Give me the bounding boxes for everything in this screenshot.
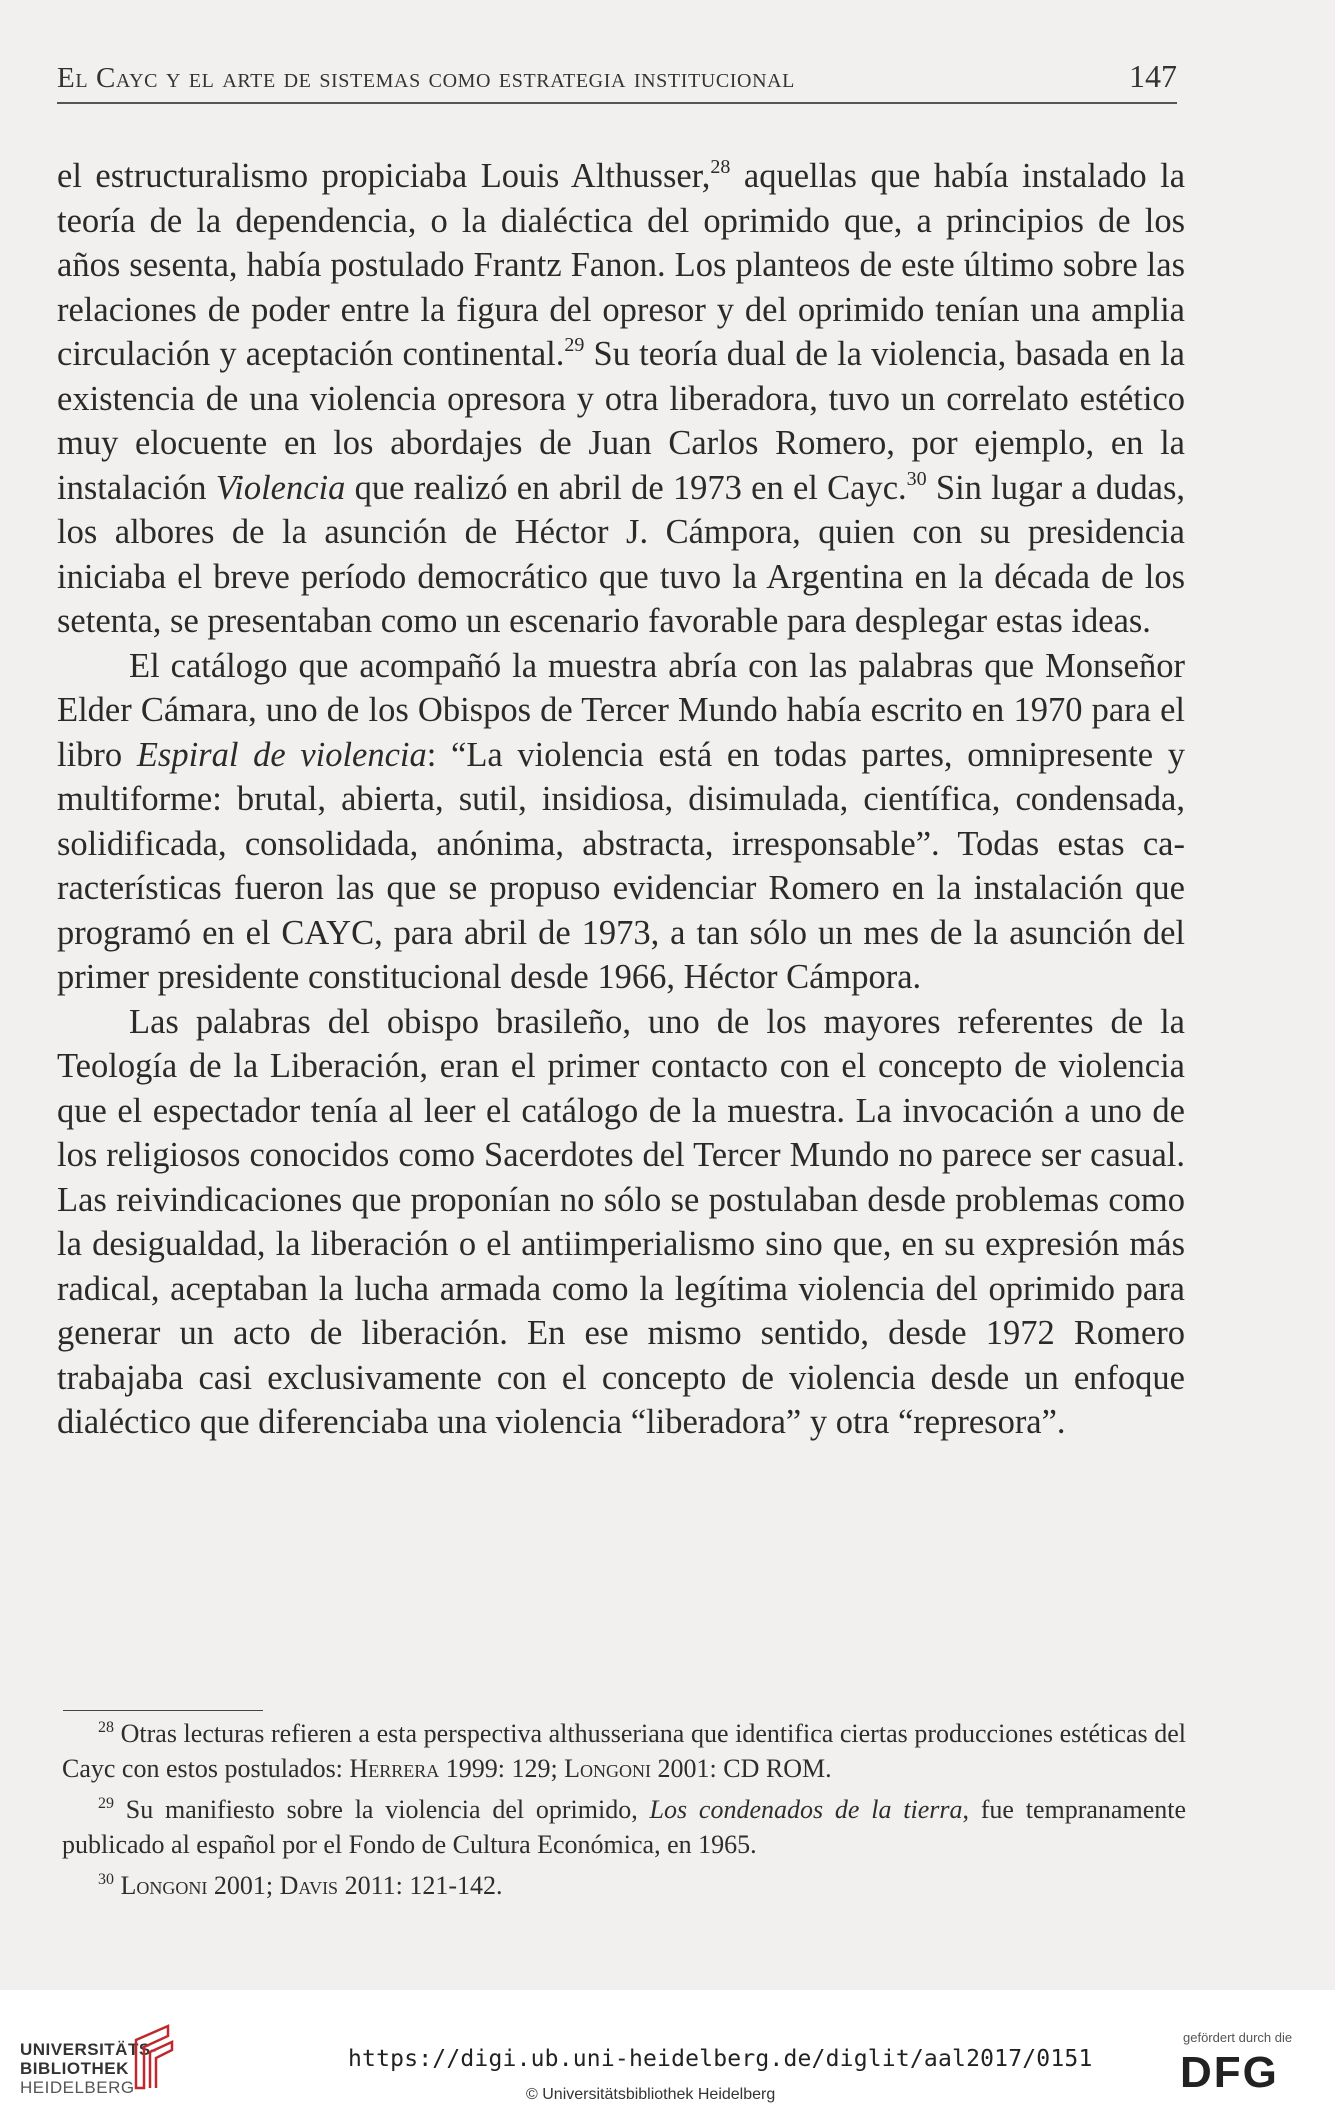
text-run: Su manifiesto sobre la violencia del oprimido, (125, 1795, 650, 1824)
author-name: Longoni (564, 1754, 652, 1783)
footnote (62, 1868, 1186, 1903)
text-run: que realizó en abril de 1973 en el Cayc. (345, 468, 907, 507)
footnote-number: 28 (98, 1719, 114, 1736)
text-run: 2001: CD ROM. (651, 1754, 832, 1783)
copyright-notice: © Universitätsbibliothek Heidelberg (526, 2086, 776, 2103)
text-run: El catálogo que acompañó la muestra abría con las palabras que Monseñor Elder Cámara, uno de los Obispos de Tercer Mundo había escrito en 1970 para el libro (57, 646, 1185, 774)
footnote-marker: 30 (906, 467, 927, 490)
running-title: El Cayc y el arte de sistemas como estrategia institucional (57, 62, 795, 94)
author-name: Longoni (120, 1871, 208, 1900)
text-run: Sin lugar a dudas, los albores de la asunción de Héctor J. Cámpora, quien con su presidencia iniciaba el breve período democrático que tuvo la Argentina en la década de los setenta, se presentaban como un escenario favorable para desplegar estas ideas. (57, 468, 1185, 640)
author-name: Davis (279, 1871, 339, 1900)
italic-title: Los condenados de la tierra (649, 1795, 963, 1824)
text-run: : “La violencia está en todas partes, omnipresente y multiforme: brutal, abierta, sutil, insidiosa, disimulada, científica, condensada, solidificada, consolidada, anónima, abstracta, irresponsable”. Todas estas características fueron las que se propuso evidenciar Romero en la instalación que programó en el CAYC, para abril de 1973, a tan sólo un mes de la asunción del primer presidente constitucional desde 1966, Héctor Cámpora. (57, 735, 1185, 996)
italic-title: Violencia (215, 468, 346, 507)
footnote-rule (63, 1710, 263, 1711)
running-header (57, 56, 1177, 104)
author-name: Herrera (349, 1754, 440, 1783)
text-run: Las palabras del obispo brasileño, uno de los mayores referentes de la Teología de la Liberación, eran el primer contacto con el concepto de violencia que el espectador tenía al leer el catálogo de la muestra. La invocación a uno de los religiosos conocidos como Sacerdotes del Tercer Mundo no parece ser casual. Las reivindicaciones que proponían no sólo se postulaban desde problemas como la desigualdad, la liberación o el antiimperialismo sino que, en su expresión más radical, aceptaban la lucha armada como la legítima violencia del oprimido para generar un acto de liberación. En ese mismo sentido, desde 1972 Romero trabajaba casi exclusivamente con el concepto de violencia desde un enfoque dialéctico que diferenciaba una violencia “liberadora” y otra “represora”. (57, 1002, 1185, 1441)
library-name-line: UNIVERSITÄTS- (20, 2040, 157, 2059)
text-run: 2001; (207, 1871, 280, 1900)
funding-note: gefördert durch die (1183, 2030, 1293, 2045)
text-run: aquellas que había instalado la teoría de la dependencia, o la dialéctica del oprimido que, a principios de los años sesenta, había postulado Frantz Fanon. Los planteos de este último sobre las relaciones de poder entre la figura del opresor y del oprimido tenían una amplia circulación y aceptación continental. (57, 157, 1186, 373)
text-run: , fue tempranamente publicado al español por el Fondo de Cultura Económica, en 1965. (62, 1795, 1187, 1859)
footnote-marker: 29 (564, 334, 585, 356)
text-run: 2011: 121-142. (338, 1871, 503, 1900)
footnote (62, 1716, 1186, 1786)
text-run: 1999: 129; (439, 1754, 565, 1783)
text-run: Otras lecturas refieren a esta perspectiva althusseriana que identifica ciertas producciones estéticas del Cayc con estos postulados: (62, 1719, 1187, 1783)
paragraph (57, 1000, 1185, 1445)
library-name-line: BIBLIOTHEK (20, 2059, 129, 2078)
body-text (57, 154, 1185, 1445)
permalink-url[interactable]: https://digi.ub.uni-heidelberg.de/diglit/aal2017/0151 (348, 2046, 1093, 2072)
paragraph (57, 644, 1185, 1000)
page-number: 147 (1129, 58, 1177, 94)
library-mark-icon (128, 2022, 178, 2092)
text-run: Su teoría dual de la violencia, basada en la existencia de una violencia opresora y otra liberadora, tuvo un correlato estético muy elocuente en los abordajes de Juan Carlos Romero, por ejemplo, en la instalación (57, 335, 1185, 507)
dfg-logo: DFG (1180, 2048, 1279, 2097)
paragraph (57, 154, 1185, 644)
text-run: el estructuralismo propiciaba Louis Althusser, (57, 157, 711, 195)
footnotes (62, 1716, 1186, 1909)
italic-title: Espiral de violencia (136, 735, 427, 774)
library-name-line: HEIDELBERG (20, 2078, 135, 2097)
footnote-marker: 28 (710, 156, 731, 178)
footnote (62, 1792, 1186, 1862)
footnote-number: 30 (98, 1871, 114, 1888)
footnote-number: 29 (98, 1795, 114, 1812)
